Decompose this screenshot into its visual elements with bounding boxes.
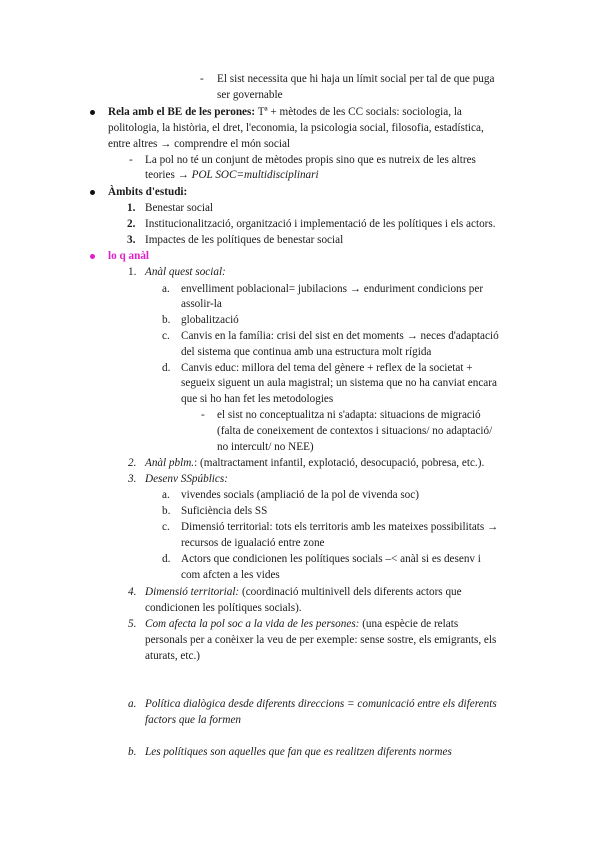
list-number: 3. xyxy=(128,473,137,485)
loq-item1-sub-line1: el sist no conceptualitza ni s'adapta: situacions de migració xyxy=(217,409,481,421)
bullet-icon xyxy=(90,110,95,115)
loq-item5-line3: aturats, etc.) xyxy=(145,650,200,662)
list-number: 5. xyxy=(128,618,137,630)
loq-item2-line xyxy=(145,456,484,470)
list-letter: a. xyxy=(128,698,137,710)
rela-sub-prefix: teories → xyxy=(145,169,192,181)
loq-item1-c-line2: del sistema que continua amb una estructura molt rígida xyxy=(181,346,432,358)
loq-item3-d-line1: Actors que condicionen les polítiques socials –< anàl si es desenv i xyxy=(181,553,481,565)
loq-item4-rest: (coordinació multinivell dels diferents actors que xyxy=(239,586,462,598)
rela-sub-line2 xyxy=(145,168,319,182)
list-number: 1. xyxy=(128,266,137,278)
bullet-icon xyxy=(90,190,95,195)
rela-label: Rela amb el BE de les perones: xyxy=(108,106,256,118)
list-number: 4. xyxy=(128,586,137,598)
bottom-a-line2: factors que la formen xyxy=(145,714,242,726)
loq-item5-title: Com afecta la pol soc a la vida de les persones: xyxy=(145,618,360,630)
list-letter: c. xyxy=(162,521,170,533)
list-letter: b. xyxy=(162,314,171,326)
list-letter: a. xyxy=(162,489,170,501)
loq-item4-line1 xyxy=(145,585,526,599)
bottom-b-line: Les polítiques son aquelles que fan que es realitzen diferents normes xyxy=(145,746,452,758)
loq-item1-d-line2: segueix siguent un aula magistral; un sistema que no ha canviat encara xyxy=(181,377,497,389)
rela-sub-emphasis: POL SOC=multidisciplinari xyxy=(191,169,319,181)
loq-item1-sub-line3: no intercult/ no NEE) xyxy=(217,441,314,453)
list-letter: b. xyxy=(128,746,137,758)
rela-sub-line1: La pol no té un conjunt de mètodes propis sino que es nutreix de les altres xyxy=(145,154,476,166)
loq-item1-sub-line2: (falta de coneixement de contextos i situacions/ no adaptació/ xyxy=(217,425,493,437)
loq-item2-rest: : (maltractament infantil, explotació, desocupació, pobresa, etc.). xyxy=(194,457,485,469)
list-letter: b. xyxy=(162,505,171,517)
loq-item3-a: vivendes socials (ampliació de la pol de vivenda soc) xyxy=(181,489,419,501)
dash-marker: - xyxy=(200,73,204,85)
top-item-line2: ser governable xyxy=(217,89,283,101)
loq-item1-a-line1: envelliment poblacional= jubilacions → enduriment condicions per xyxy=(181,283,484,295)
rela-text: Tª + mètodes de les CC socials: sociologia, la xyxy=(255,106,462,118)
loq-item1-title: Anàl quest social: xyxy=(145,266,226,278)
loq-item1-a-line2: assolir-la xyxy=(181,298,222,310)
loq-item5-rest: (una espècie de relats xyxy=(359,618,459,630)
loq-item3-c-line2: recursos de igualació entre zone xyxy=(181,537,325,549)
bullet-icon xyxy=(90,254,95,259)
loq-item5-line2: personals per a conèixer la veu de per exemple: sense sostre, els emigrants, els xyxy=(145,634,497,646)
loq-label: lo q anàl xyxy=(108,250,150,262)
rela-line2: politologia, la història, el dret, l'economia, la psicologia social, filosofia, estadística, xyxy=(108,122,484,134)
list-letter: a. xyxy=(162,283,170,295)
loq-item1-d-line3: que si ho han fet les metodologies xyxy=(181,393,334,405)
loq-item3-c-line1: Dimensió territorial: tots els territoris amb les mateixes possibilitats → xyxy=(181,521,499,533)
list-number: 2. xyxy=(127,218,136,230)
ambits-label: Àmbits d'estudi: xyxy=(108,186,188,198)
loq-item3-b: Suficiència dels SS xyxy=(181,505,268,517)
top-item-line1: El sist necessita que hi haja un límit social per tal de que puga xyxy=(217,73,495,85)
list-number: 2. xyxy=(128,457,137,469)
ambits-item-1: Benestar social xyxy=(145,202,214,214)
loq-item2-title: Anàl pblm. xyxy=(145,457,195,469)
dash-marker: - xyxy=(201,409,205,421)
loq-item4-title: Dimensió territorial: xyxy=(145,586,240,598)
loq-item3-title: Desenv SSpúblics: xyxy=(145,473,228,485)
loq-item5-line1 xyxy=(145,617,526,631)
list-letter: d. xyxy=(162,553,171,565)
ambits-item-3: Impactes de les polítiques de benestar social xyxy=(145,234,344,246)
rela-line3: entre altres → comprendre el món social xyxy=(108,138,291,150)
list-letter: c. xyxy=(162,330,170,342)
loq-item1-d-line1: Canvis educ: millora del tema del gènere + reflex de la societat + xyxy=(181,362,473,374)
list-number: 1. xyxy=(127,202,136,214)
loq-item1-c-line1: Canvis en la família: crisi del sist en det moments → neces d'adaptació xyxy=(181,330,499,342)
rela-line1 xyxy=(108,105,462,119)
list-number: 3. xyxy=(127,234,136,246)
dash-marker: - xyxy=(129,154,133,166)
bottom-a-line1: Política dialògica desde diferents direccions = comunicació entre els diferents xyxy=(145,698,497,710)
ambits-item-2: Institucionalització, organització i implementació de les polítiques i els actors. xyxy=(145,218,496,230)
loq-item1-b: globalització xyxy=(181,314,239,326)
loq-item3-d-line2: com afcten a les vides xyxy=(181,569,280,581)
loq-item4-line2: condicionen les polítiques socials). xyxy=(145,602,302,614)
list-letter: d. xyxy=(162,362,171,374)
